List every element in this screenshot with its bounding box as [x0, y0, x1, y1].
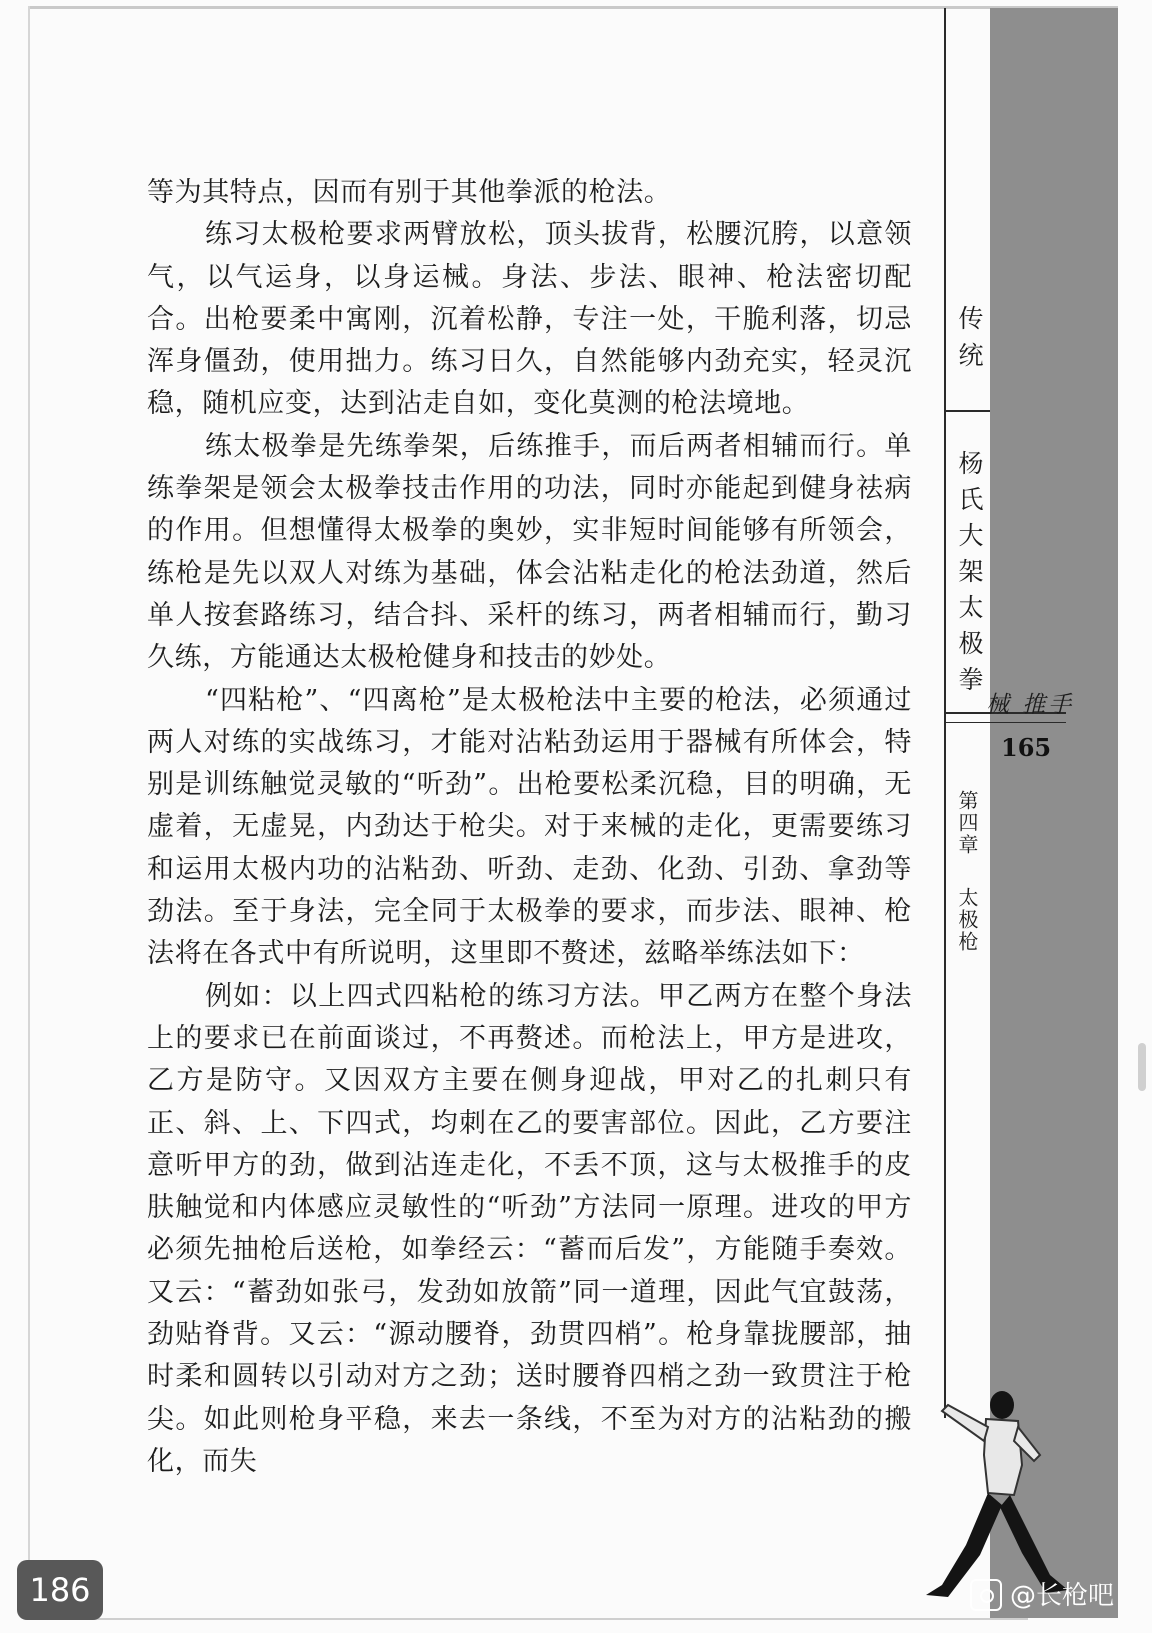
- paragraph-3: 练太极拳是先练拳架，后练推手，而后两者相辅而行。单练拳架是领会太极拳技击作用的功法，同时亦能起到健身祛病的作用。但想懂得太极拳的奥妙，实非短时间能够有所领会，练枪是先以双人对练为基础，体会沾粘走化的枪法劲道，然后单人按套路练习，结合抖、采杆的练习，两者相辅而行，勤习久练，方能通达太极枪健身和技击的妙处。: [147, 430, 912, 674]
- weibo-icon: [970, 1579, 1002, 1611]
- sidebar-gray-band: [990, 8, 1118, 1618]
- sidebar-subtitle: 械 推手: [986, 692, 1075, 718]
- page-bottom-edge: [28, 1618, 1028, 1620]
- page-number: 165: [1001, 733, 1052, 762]
- watermark-text: @长枪吧: [1010, 1581, 1115, 1611]
- sidebar-separator: [944, 410, 990, 412]
- page-counter-badge: 186: [17, 1560, 103, 1620]
- paragraph-1: 等为其特点，因而有别于其他拳派的枪法。: [147, 177, 672, 208]
- sidebar-separator: [944, 722, 1066, 723]
- scrollbar-handle[interactable]: [1138, 1043, 1146, 1091]
- page-left-edge: [28, 6, 30, 1618]
- sidebar-tradition-label: 传统: [955, 305, 984, 379]
- watermark: [970, 1578, 1114, 1614]
- sidebar-chapter: 第四章: [955, 790, 979, 856]
- body-text: [147, 172, 912, 1483]
- taichi-figure-illustration: [918, 1385, 1068, 1605]
- paragraph-5: 例如：以上四式四粘枪的练习方法。甲乙两方在整个身法上的要求已在前面谈过，不再赘述。而枪法上，甲方是进攻，乙方是防守。又因双方主要在侧身迎战，甲对乙的扎刺只有正、斜、上、下四式，均刺在乙的要害部位。因此，乙方要注意听甲方的劲，做到沾连走化，不丢不顶，这与太极推手的皮肤触觉和内体感应灵敏性的“听劲”方法同一原理。进攻的甲方必须先抽枪后送枪，如拳经云：“蓄而后发”，方能随手奏效。又云：“蓄劲如张弓，发劲如放箭”同一道理，因此气宜鼓荡，劲贴脊背。又云：“源动腰脊，劲贯四梢”。枪身靠拢腰部，抽时柔和圆转以引动对方之劲；送时腰脊四梢之劲一致贯注于枪尖。如此则枪身平稳，来去一条线，不至为对方的沾粘劲的搬化，而失: [147, 980, 912, 1477]
- page-top-edge: [28, 6, 1118, 9]
- sidebar-section: 太极枪: [955, 887, 979, 953]
- paragraph-4: “四粘枪”、“四离枪”是太极枪法中主要的枪法，必须通过两人对练的实战练习，才能对沾粘劲运用于器械有所体会，特别是训练触觉灵敏的“听劲”。出枪要松柔沉稳，目的明确，无虚着，无虚晃，内劲达于枪尖。对于来械的走化，更需要练习和运用太极内功的沾粘劲、听劲、走劲、化劲、引劲、拿劲等劲法。至于身法，完全同于太极拳的要求，而步法、眼神、枪法将在各式中有所说明，这里即不赘述，兹略举练法如下：: [147, 684, 912, 970]
- sidebar-book-title: 杨氏大架太极拳: [955, 450, 984, 702]
- paragraph-2: 练习太极枪要求两臂放松，顶头拔背，松腰沉胯，以意领气，以气运身，以身运械。身法、步法、眼神、枪法密切配合。出枪要柔中寓刚，沉着松静，专注一处，干脆利落，切忌浑身僵劲，使用拙力。练习日久，自然能够内劲充实，轻灵沉稳，随机应变，达到沾走自如，变化莫测的枪法境地。: [147, 219, 912, 420]
